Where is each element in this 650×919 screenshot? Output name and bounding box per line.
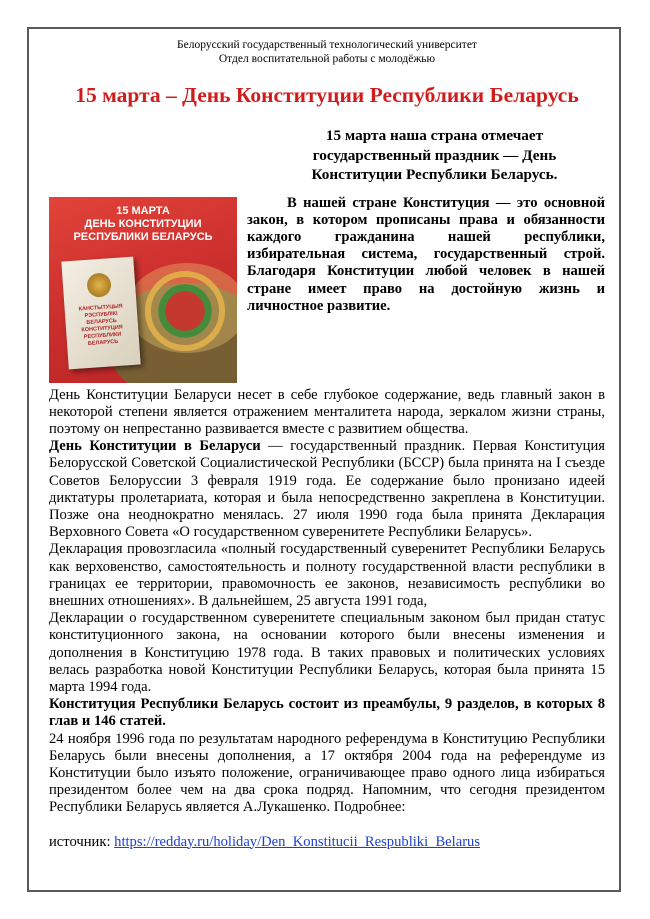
cover-headline-day: ДЕНЬ КОНСТИТУЦИИ: [84, 217, 202, 230]
intro-paragraph: В нашей стране Конституция — это основной закон, в котором прописаны права и обязанности каждого гражданина нашей республики, избирательная система, государственный строй. Благодаря Конституции любой человек в нашей стране имеет право на достойную жизнь и личностное развитие.: [247, 194, 605, 314]
paragraph-structure: Конституция Республики Беларусь состоит из преамбулы, 9 разделов, в которых 8 глав и 146 статей.: [49, 696, 605, 730]
page-title: 15 марта – День Конституции Республики Беларусь: [75, 83, 579, 107]
page-frame: [27, 27, 621, 892]
header-department: Отдел воспитательной работы с молодёжью: [218, 52, 436, 65]
paragraph-referendum: 24 ноября 1996 года по результатам народного референдума в Конституцию Республики Беларусь были внесены дополнения, а 17 октября 2004 года на референдуме из Конституции было изъято положение, ограничивающее право одного лица избираться президентом более чем на два срока подряд. Напомним, что сегодня президентом Республики Беларусь является А.Лукашенко. Подробнее:: [49, 730, 605, 816]
paragraph-declaration: Декларация провозгласила «полный государственный суверенитет Республики Беларусь как верховенство, самостоятельность и полноту государственной власти республики в границах ее территории, правомочность ее законов, независимость республики во внешних отношениях». В дальнейшем, 25 августа 1991 года,: [49, 541, 605, 609]
wreath-icon: [145, 271, 225, 351]
cover-headline: [49, 205, 237, 244]
paragraph-history: [49, 438, 605, 541]
lead-wrap: [49, 126, 605, 185]
paragraph-law-status: Декларации о государственном суверенитете специальным законом был придан статус конституционного закона, на основании которого были внесены изменения и дополнения в Конституцию 1978 года. В таких правовых и политических условиях велась разработка новой Конституции Республики Беларусь, которая была принята 15 марта 1994 года.: [49, 610, 605, 695]
source-line: [49, 834, 605, 851]
document-body: [49, 39, 605, 851]
lead-paragraph: 15 марта наша страна отмечает государственный праздник — День Конституции Республики Беларусь.: [311, 127, 558, 183]
book-title: КАНСТЫТУЦЫЯ РЭСПУБЛІКІ БЕЛАРУСЬ КОНСТИТУЦИЯ РЕСПУБЛИКИ БЕЛАРУСЬ: [78, 302, 124, 347]
paragraph-history-text: — государственный праздник. Первая Конституция Белорусской Советской Социалистической Республики (БССР) была принята на I съезде Советов Белоруссии 3 февраля 1919 года. Ее содержание было пронизано идеей диктатуры пролетариата, которая и была непосредственно закреплена в Конституции. Позже она неоднократно менялась. 27 июля 1990 года была принята Декларация Верховного Совета «О государственном суверенитете Республики Беларусь».: [49, 438, 605, 541]
spacer: [49, 817, 605, 834]
constitution-cover-image: [49, 197, 237, 383]
source-label: источник:: [49, 833, 115, 850]
paragraph-history-lead: День Конституции в Беларуси: [49, 438, 261, 455]
source-link[interactable]: https://redday.ru/holiday/Den_Konstitucii_Respubliki_Belarus: [114, 833, 481, 850]
paragraph-meaning: День Конституции Беларуси несет в себе глубокое содержание, ведь главный закон в некоторой степени является отражением менталитета народа, зеркалом жизни страны, поэтому он непрестанно развивается вместе с развитием общества.: [49, 386, 605, 437]
header-university: Белорусский государственный технологический университет: [177, 39, 477, 51]
cover-background: [49, 197, 237, 383]
constitution-book: [61, 256, 140, 369]
cover-headline-country: РЕСПУБЛИКИ БЕЛАРУСЬ: [73, 230, 213, 243]
emblem-icon: [86, 272, 112, 298]
cover-headline-date: 15 МАРТА: [116, 204, 170, 217]
